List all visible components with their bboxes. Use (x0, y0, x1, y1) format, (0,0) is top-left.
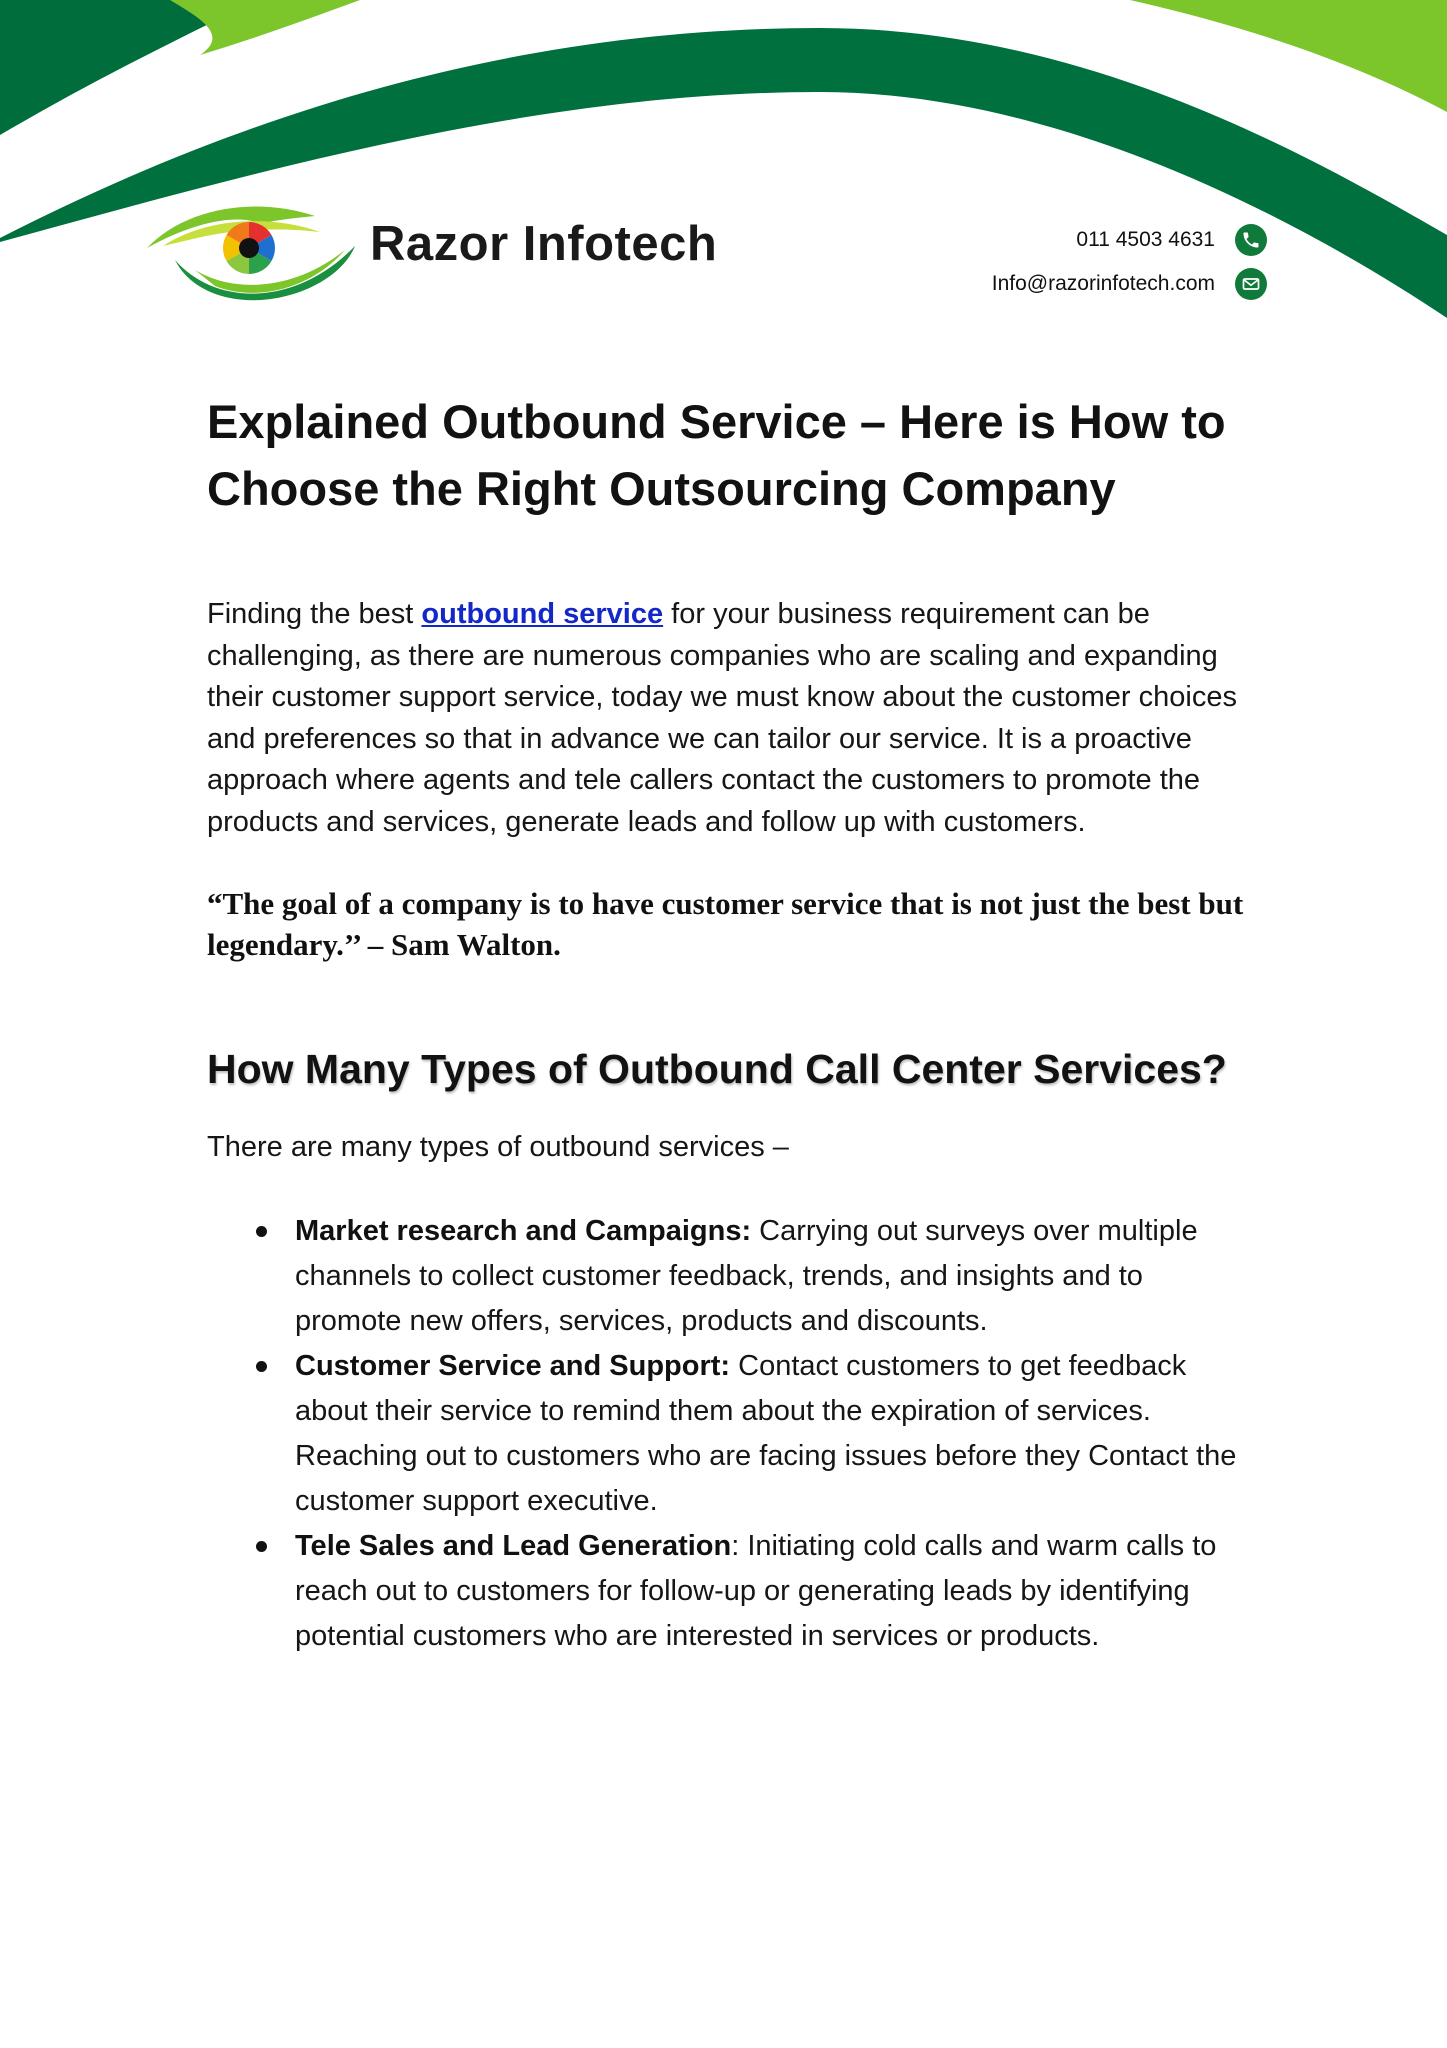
bullet-icon (256, 1361, 267, 1372)
list-item (295, 1524, 1247, 1659)
phone-icon (1235, 224, 1267, 256)
list-item (295, 1209, 1247, 1344)
list-item (295, 1344, 1247, 1524)
eye-logo-icon (145, 198, 355, 310)
service-description: Carrying out surveys over multiple channels to collect customer feedback, trends, and insights and to promote new offers, services, products and discounts. (295, 1215, 1198, 1337)
article-body (207, 388, 1247, 1659)
contact-email[interactable] (992, 268, 1267, 300)
section-title: How Many Types of Outbound Call Center Services? (207, 1046, 1227, 1092)
services-lead: There are many types of outbound services – (207, 1131, 789, 1163)
mail-icon (1235, 268, 1267, 300)
outbound-service-link[interactable]: outbound service (421, 598, 664, 630)
intro-paragraph (207, 594, 1247, 843)
service-term: Tele Sales and Lead Generation (295, 1530, 732, 1562)
service-description: Contact customers to get feedback about their service to remind them about the expiration of services. Reaching out to customers who are facing issues before they Contact the customer support executive. (295, 1350, 1237, 1517)
intro-text-rest: for your business requirement can be challenging, as there are numerous companies who are scaling and expanding their customer support service, today we must know about the customer choices and preferences so that in advance we can tailor our service. It is a proactive approach where agents and tele callers contact the customers to promote the products and services, generate leads and follow up with customers. (207, 598, 1237, 838)
contact-phone[interactable] (1076, 224, 1267, 256)
phone-number[interactable]: 011 4503 4631 (1076, 228, 1215, 251)
sam-walton-quote: “The goal of a company is to have customer service that is not just the best but legendary.’’ – Sam Walton. (207, 886, 1244, 962)
brand-name: Razor Infotech (370, 217, 718, 271)
email-address[interactable]: Info@razorinfotech.com (991, 272, 1215, 295)
lime-top-right-wave (1130, 0, 1447, 112)
bullet-icon (256, 1541, 267, 1552)
article-title: Explained Outbound Service – Here is How to Choose the Right Outsourcing Company (207, 395, 1226, 515)
service-term: Customer Service and Support: (295, 1350, 731, 1382)
service-term: Market research and Campaigns: (295, 1215, 752, 1247)
services-list (207, 1209, 1247, 1659)
intro-text-start: Finding the best (207, 598, 422, 630)
service-description: : Initiating cold calls and warm calls to reach out to customers for follow-up or generating leads by identifying potential customers who are interested in services or products. (295, 1530, 1217, 1652)
bullet-icon (256, 1226, 267, 1237)
